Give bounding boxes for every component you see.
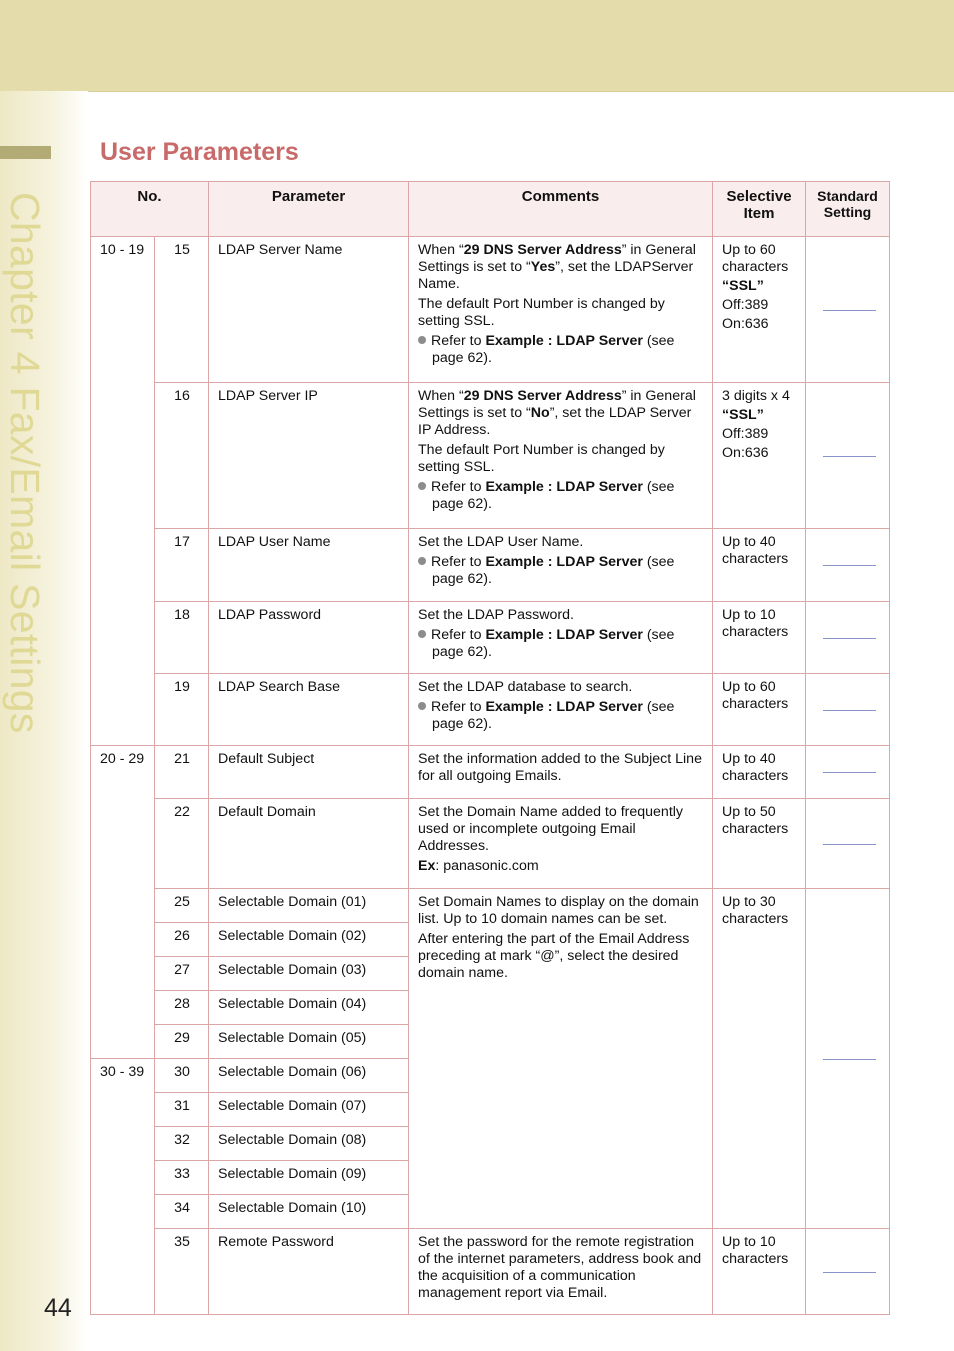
row-number: 21: [155, 746, 209, 799]
comment-text: The default Port Number is changed by setting SSL.: [418, 442, 665, 475]
standard-setting-line: [823, 772, 876, 773]
row-number: 29: [155, 1025, 209, 1059]
row-number: 18: [155, 602, 209, 674]
standard-setting-line: [823, 1272, 876, 1273]
parameter-name: Remote Password: [209, 1229, 409, 1315]
standard-setting-line: [823, 638, 876, 639]
comment-text: Set the information added to the Subject Line for all outgoing Emails.: [418, 751, 702, 784]
comment-cell: [409, 889, 713, 1229]
comment-cell: [409, 674, 713, 746]
row-number: 31: [155, 1093, 209, 1127]
parameter-name: Selectable Domain (05): [209, 1025, 409, 1059]
comment-text: When “29 DNS Server Address” in General Settings is set to “Yes”, set the LDAPServer Name.: [418, 242, 696, 292]
bullet-icon: [418, 482, 426, 490]
table-row: [91, 889, 890, 923]
comment-text: The default Port Number is changed by setting SSL.: [418, 296, 665, 329]
parameter-name: LDAP Server Name: [209, 237, 409, 383]
parameter-name: Selectable Domain (07): [209, 1093, 409, 1127]
standard-setting-cell: [806, 674, 890, 746]
standard-setting-cell: [806, 1229, 890, 1315]
comment-cell: [409, 529, 713, 602]
table-row: [91, 529, 890, 602]
selective-item-cell: Up to 40 characters: [713, 746, 806, 799]
parameter-name: Selectable Domain (02): [209, 923, 409, 957]
bullet-icon: [418, 336, 426, 344]
comment-cell: [409, 602, 713, 674]
parameter-name: Selectable Domain (06): [209, 1059, 409, 1093]
header-no: No.: [91, 182, 209, 237]
comment-text: Set the LDAP database to search.: [418, 679, 633, 695]
bullet-icon: [418, 630, 426, 638]
row-number: 28: [155, 991, 209, 1025]
comment-cell: [409, 383, 713, 529]
standard-setting-line: [823, 310, 876, 311]
parameter-name: Selectable Domain (04): [209, 991, 409, 1025]
selective-item-cell: Up to 10 characters: [713, 602, 806, 674]
standard-setting-line: [823, 456, 876, 457]
page-header-band: [0, 0, 954, 92]
header-selective-item: Selective Item: [713, 182, 806, 237]
parameter-name: Selectable Domain (01): [209, 889, 409, 923]
row-number: 15: [155, 237, 209, 383]
row-number: 32: [155, 1127, 209, 1161]
row-number: 19: [155, 674, 209, 746]
header-comments: Comments: [409, 182, 713, 237]
comment-text: After entering the part of the Email Address preceding at mark “@”, select the desired domain name.: [418, 931, 690, 981]
row-number: 17: [155, 529, 209, 602]
reference-note: Refer to Example : LDAP Server (see page 62).: [418, 333, 704, 367]
chapter-title: Chapter 4 Fax/Email Settings: [2, 192, 48, 734]
table-row: [91, 602, 890, 674]
row-number: 27: [155, 957, 209, 991]
row-number: 22: [155, 799, 209, 889]
comment-text: Set the password for the remote registration of the internet parameters, address book and the acquisition of a communication management report via Email.: [418, 1234, 702, 1301]
group-range: 10 - 19: [91, 237, 155, 746]
header-parameter: Parameter: [209, 182, 409, 237]
table-row: [91, 237, 890, 383]
selective-item-cell: Up to 50 characters: [713, 799, 806, 889]
standard-setting-line: [823, 1059, 876, 1060]
comment-text: Set the LDAP User Name.: [418, 534, 584, 550]
standard-setting-line: [823, 710, 876, 711]
comment-cell: [409, 799, 713, 889]
user-parameters-table: [90, 181, 890, 1315]
comment-cell: [409, 1229, 713, 1315]
parameter-name: LDAP User Name: [209, 529, 409, 602]
comment-text: When “29 DNS Server Address” in General Settings is set to “No”, set the LDAP Server IP Address.: [418, 388, 696, 438]
standard-setting-cell: [806, 529, 890, 602]
header-standard-setting: Standard Setting: [806, 182, 890, 237]
table-row: [91, 674, 890, 746]
comment-cell: [409, 746, 713, 799]
bullet-icon: [418, 557, 426, 565]
section-title: User Parameters: [100, 138, 299, 166]
standard-setting-line: [823, 565, 876, 566]
standard-setting-line: [823, 844, 876, 845]
comment-text: Set the Domain Name added to frequently used or incomplete outgoing Email Addresses.: [418, 804, 684, 854]
row-number: 30: [155, 1059, 209, 1093]
selective-item-cell: 3 digits x 4 “SSL” Off:389 On:636: [713, 383, 806, 529]
parameter-name: LDAP Search Base: [209, 674, 409, 746]
example-text: Ex: panasonic.com: [418, 858, 539, 874]
parameter-name: Selectable Domain (08): [209, 1127, 409, 1161]
selective-item-cell: Up to 30 characters: [713, 889, 806, 1229]
table-row: [91, 383, 890, 529]
comment-text: Set Domain Names to display on the domain list. Up to 10 domain names can be set.: [418, 894, 699, 927]
reference-note: Refer to Example : LDAP Server (see page 62).: [418, 479, 704, 513]
parameter-name: LDAP Server IP: [209, 383, 409, 529]
parameter-name: Default Subject: [209, 746, 409, 799]
standard-setting-cell: [806, 602, 890, 674]
table-row: [91, 799, 890, 889]
table-row: [91, 1229, 890, 1315]
row-number: 33: [155, 1161, 209, 1195]
selective-item-cell: Up to 10 characters: [713, 1229, 806, 1315]
table-header-row: [91, 182, 890, 237]
standard-setting-cell: [806, 383, 890, 529]
bullet-icon: [418, 702, 426, 710]
parameter-name: Selectable Domain (10): [209, 1195, 409, 1229]
reference-note: Refer to Example : LDAP Server (see page 62).: [418, 554, 704, 588]
standard-setting-cell: [806, 889, 890, 1229]
row-number: 34: [155, 1195, 209, 1229]
table-row: [91, 746, 890, 799]
group-range: 30 - 39: [91, 1059, 155, 1315]
parameter-name: LDAP Password: [209, 602, 409, 674]
parameter-name: Default Domain: [209, 799, 409, 889]
selective-item-cell: Up to 60 characters “SSL” Off:389 On:636: [713, 237, 806, 383]
comment-cell: [409, 237, 713, 383]
row-number: 26: [155, 923, 209, 957]
row-number: 35: [155, 1229, 209, 1315]
comment-text: Set the LDAP Password.: [418, 607, 574, 623]
selective-item-cell: Up to 40 characters: [713, 529, 806, 602]
selective-item-cell: Up to 60 characters: [713, 674, 806, 746]
group-range: 20 - 29: [91, 746, 155, 1059]
standard-setting-cell: [806, 746, 890, 799]
parameter-name: Selectable Domain (03): [209, 957, 409, 991]
reference-note: Refer to Example : LDAP Server (see page 62).: [418, 627, 704, 661]
parameter-name: Selectable Domain (09): [209, 1161, 409, 1195]
row-number: 16: [155, 383, 209, 529]
page-number: 44: [44, 1294, 72, 1322]
standard-setting-cell: [806, 237, 890, 383]
standard-setting-cell: [806, 799, 890, 889]
reference-note: Refer to Example : LDAP Server (see page 62).: [418, 699, 704, 733]
row-number: 25: [155, 889, 209, 923]
chapter-marker: [0, 146, 51, 159]
